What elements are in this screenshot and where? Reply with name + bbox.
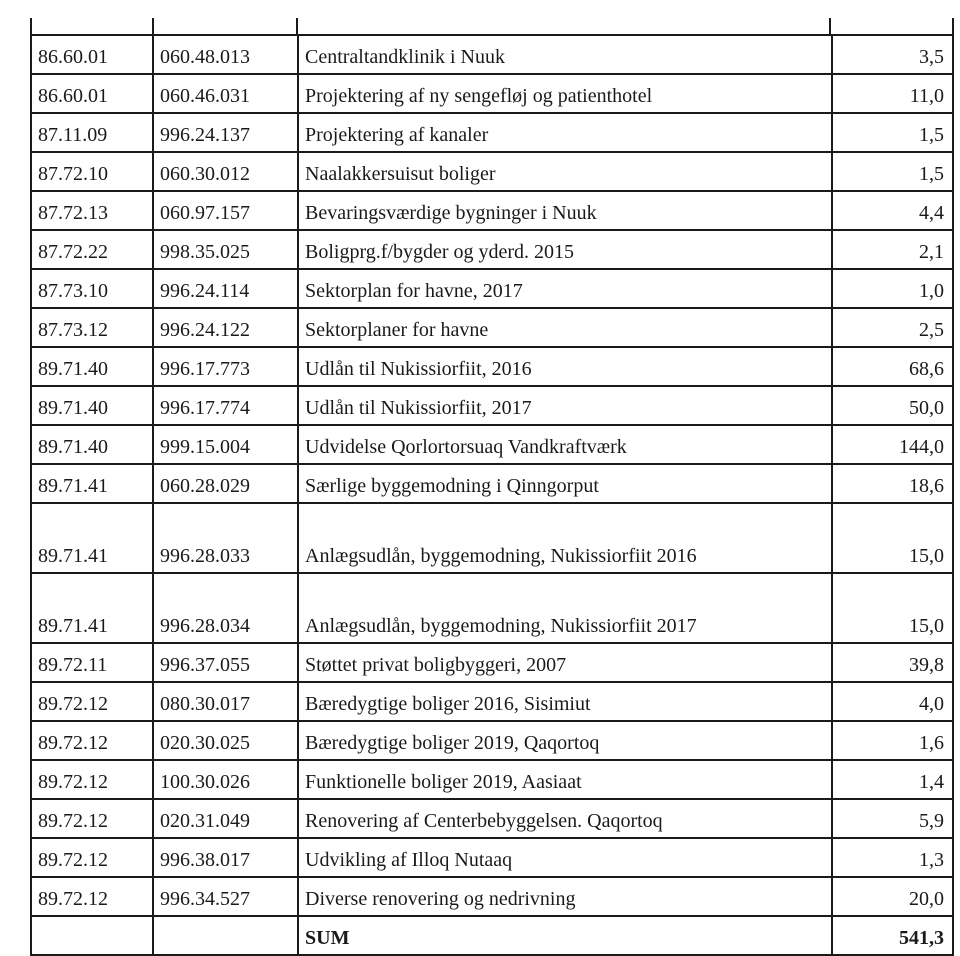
amount: 20,0 <box>832 877 953 916</box>
account-code: 86.60.01 <box>31 74 153 113</box>
project-description: Funktionelle boliger 2019, Aasiaat <box>298 760 832 799</box>
project-number: 996.17.774 <box>153 386 298 425</box>
amount: 1,3 <box>832 838 953 877</box>
empty-cell <box>31 916 153 955</box>
project-number: 060.48.013 <box>153 35 298 74</box>
amount: 15,0 <box>832 503 953 573</box>
account-code: 89.71.41 <box>31 573 153 643</box>
project-description: Støttet privat boligbyggeri, 2007 <box>298 643 832 682</box>
project-description: Naalakkersuisut boliger <box>298 152 832 191</box>
project-description: Sektorplan for havne, 2017 <box>298 269 832 308</box>
project-number: 998.35.025 <box>153 230 298 269</box>
project-number: 996.24.122 <box>153 308 298 347</box>
table-row <box>31 191 953 230</box>
project-description: Centraltandklinik i Nuuk <box>298 35 832 74</box>
project-description: Projektering af kanaler <box>298 113 832 152</box>
table-row <box>31 464 953 503</box>
table-row <box>31 877 953 916</box>
account-code: 87.11.09 <box>31 113 153 152</box>
amount: 15,0 <box>832 573 953 643</box>
account-code: 89.72.12 <box>31 799 153 838</box>
account-code: 89.71.40 <box>31 425 153 464</box>
project-description: Diverse renovering og nedrivning <box>298 877 832 916</box>
amount: 1,5 <box>832 152 953 191</box>
sum-amount: 541,3 <box>832 916 953 955</box>
project-description: Udlån til Nukissiorfiit, 2016 <box>298 347 832 386</box>
account-code: 89.71.41 <box>31 464 153 503</box>
table-row <box>31 113 953 152</box>
table-row <box>31 230 953 269</box>
account-code: 89.71.41 <box>31 503 153 573</box>
account-code: 87.72.13 <box>31 191 153 230</box>
amount: 1,4 <box>832 760 953 799</box>
amount: 39,8 <box>832 643 953 682</box>
project-number: 020.31.049 <box>153 799 298 838</box>
project-number: 080.30.017 <box>153 682 298 721</box>
sum-label: SUM <box>298 916 832 955</box>
project-description: Bæredygtige boliger 2016, Sisimiut <box>298 682 832 721</box>
amount: 3,5 <box>832 35 953 74</box>
project-number: 999.15.004 <box>153 425 298 464</box>
amount: 4,0 <box>832 682 953 721</box>
project-number: 996.24.137 <box>153 113 298 152</box>
table-row <box>31 573 953 643</box>
project-description: Udvidelse Qorlortorsuaq Vandkraftværk <box>298 425 832 464</box>
project-number: 060.30.012 <box>153 152 298 191</box>
project-number: 996.28.034 <box>153 573 298 643</box>
table-row <box>31 760 953 799</box>
project-description: Boligprg.f/bygder og yderd. 2015 <box>298 230 832 269</box>
amount: 11,0 <box>832 74 953 113</box>
amount: 2,1 <box>832 230 953 269</box>
table-row <box>31 347 953 386</box>
project-number: 100.30.026 <box>153 760 298 799</box>
project-number: 996.38.017 <box>153 838 298 877</box>
project-description: Sektorplaner for havne <box>298 308 832 347</box>
account-code: 89.72.12 <box>31 721 153 760</box>
project-description: Anlægsudlån, byggemodning, Nukissiorfiit 2017 <box>298 573 832 643</box>
project-description: Anlægsudlån, byggemodning, Nukissiorfiit 2016 <box>298 503 832 573</box>
account-code: 87.72.22 <box>31 230 153 269</box>
table-row <box>31 35 953 74</box>
account-code: 87.72.10 <box>31 152 153 191</box>
project-number: 060.46.031 <box>153 74 298 113</box>
amount: 5,9 <box>832 799 953 838</box>
table-row <box>31 838 953 877</box>
table-row <box>31 503 953 573</box>
amount: 18,6 <box>832 464 953 503</box>
account-code: 87.73.10 <box>31 269 153 308</box>
project-number: 020.30.025 <box>153 721 298 760</box>
project-number: 996.34.527 <box>153 877 298 916</box>
project-description: Projektering af ny sengefløj og patienthotel <box>298 74 832 113</box>
table-row <box>31 269 953 308</box>
project-description: Bæredygtige boliger 2019, Qaqortoq <box>298 721 832 760</box>
amount: 1,6 <box>832 721 953 760</box>
table-row <box>31 386 953 425</box>
project-number: 060.28.029 <box>153 464 298 503</box>
table-row <box>31 682 953 721</box>
amount: 50,0 <box>832 386 953 425</box>
account-code: 89.72.12 <box>31 838 153 877</box>
amount: 68,6 <box>832 347 953 386</box>
amount: 144,0 <box>832 425 953 464</box>
amount: 1,5 <box>832 113 953 152</box>
table-row <box>31 152 953 191</box>
project-number: 060.97.157 <box>153 191 298 230</box>
account-code: 89.72.11 <box>31 643 153 682</box>
budget-table <box>30 34 954 956</box>
project-description: Udvikling af Illoq Nutaaq <box>298 838 832 877</box>
amount: 2,5 <box>832 308 953 347</box>
table-row <box>31 308 953 347</box>
account-code: 86.60.01 <box>31 35 153 74</box>
project-description: Særlige byggemodning i Qinngorput <box>298 464 832 503</box>
account-code: 89.72.12 <box>31 877 153 916</box>
project-number: 996.17.773 <box>153 347 298 386</box>
table-row <box>31 799 953 838</box>
amount: 4,4 <box>832 191 953 230</box>
project-description: Udlån til Nukissiorfiit, 2017 <box>298 386 832 425</box>
project-description: Renovering af Centerbebyggelsen. Qaqortoq <box>298 799 832 838</box>
project-number: 996.24.114 <box>153 269 298 308</box>
amount: 1,0 <box>832 269 953 308</box>
account-code: 89.71.40 <box>31 386 153 425</box>
table-row <box>31 425 953 464</box>
table-row <box>31 643 953 682</box>
empty-cell <box>153 916 298 955</box>
account-code: 87.73.12 <box>31 308 153 347</box>
sum-row <box>31 916 953 955</box>
account-code: 89.72.12 <box>31 760 153 799</box>
project-description: Bevaringsværdige bygninger i Nuuk <box>298 191 832 230</box>
account-code: 89.71.40 <box>31 347 153 386</box>
project-number: 996.37.055 <box>153 643 298 682</box>
project-number: 996.28.033 <box>153 503 298 573</box>
table-row <box>31 721 953 760</box>
account-code: 89.72.12 <box>31 682 153 721</box>
table-row <box>31 74 953 113</box>
